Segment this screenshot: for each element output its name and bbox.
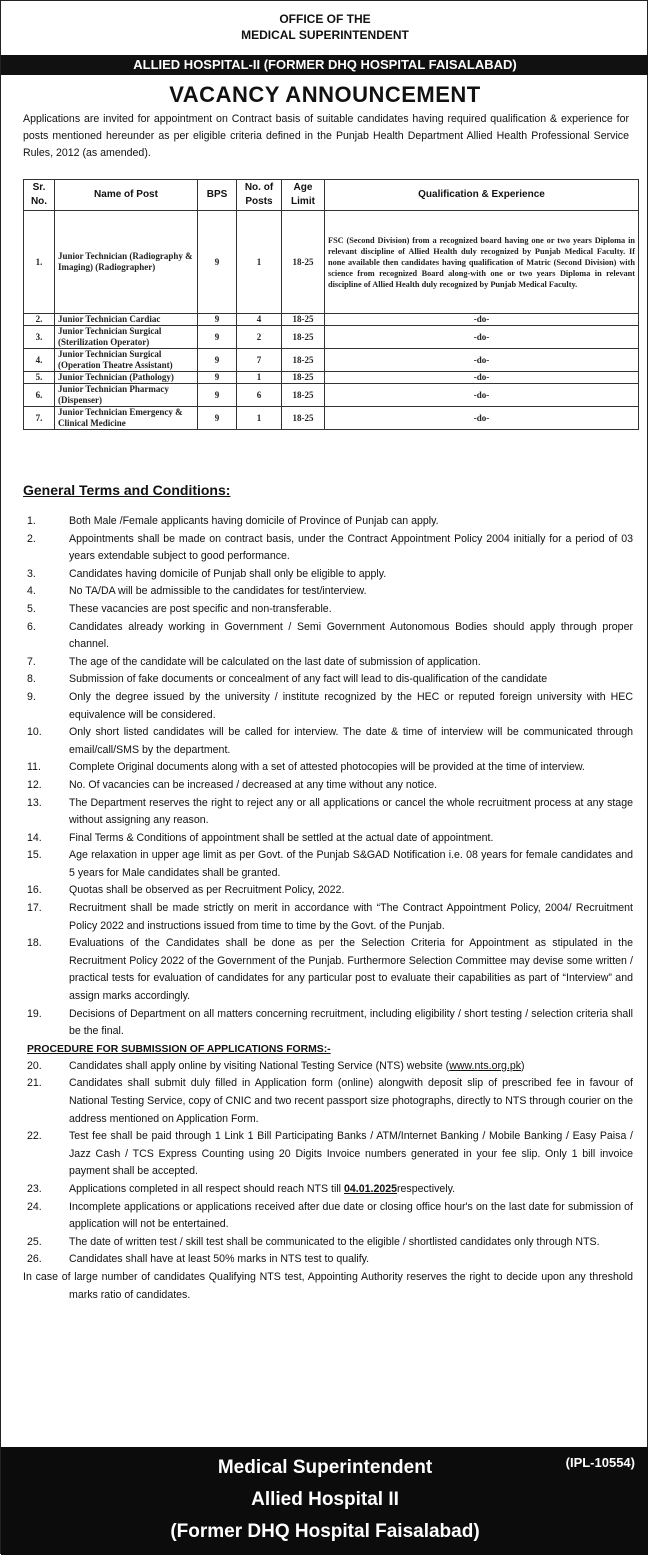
list-item bbox=[23, 847, 633, 882]
item-number: 21. bbox=[27, 1077, 42, 1090]
list-item bbox=[23, 1075, 633, 1128]
item-number: 23. bbox=[27, 1182, 42, 1195]
item-number: 12. bbox=[27, 778, 42, 791]
list-item bbox=[23, 724, 633, 759]
item-text: Submission of fake documents or concealment of any fact will lead to dis-qualification of the candidate bbox=[69, 673, 548, 686]
cell-posts: 4 bbox=[237, 314, 282, 326]
list-item bbox=[23, 566, 633, 584]
item-number: 17. bbox=[27, 902, 42, 915]
procedure-heading: PROCEDURE FOR SUBMISSION OF APPLICATIONS FORMS:- bbox=[27, 1043, 331, 1055]
list-item bbox=[23, 1128, 633, 1181]
item-text-end: respectively. bbox=[397, 1182, 456, 1195]
list-item bbox=[23, 1058, 633, 1076]
list-item bbox=[23, 759, 633, 777]
item-text: Recruitment shall be made strictly on merit in accordance with “The Contract Appointment Policy, 2004/ Recruitment Policy 2022 and instructions issued from time to time by the Govt. of the Punjab. bbox=[69, 902, 633, 932]
cell-sr: 6. bbox=[24, 384, 55, 407]
item-text: Candidates shall submit duly filled in Application form (online) alongwith deposit slip of prescribed fee in favour of National Testing Service, copy of CNIC and two recent passport size photographs, directly to NTS through courier on the address mentioned on Application Form. bbox=[69, 1077, 633, 1125]
cell-age: 18-25 bbox=[282, 384, 325, 407]
signatory-hospital: Allied Hospital II bbox=[251, 1489, 399, 1510]
item-number: 1. bbox=[27, 515, 36, 527]
item-text: Appointments shall be made on contract basis, under the Contract Appointment Policy 2004 initially for a period of 03 years extendable subject to good performance. bbox=[69, 532, 633, 563]
item-text: Applications completed in all respect should reach NTS till bbox=[69, 1182, 344, 1195]
list-item bbox=[23, 583, 633, 601]
item-number: 7. bbox=[27, 655, 36, 668]
item-number: 9. bbox=[27, 690, 36, 703]
item-text: Candidates shall apply online by visiting National Testing Service (NTS) website ( bbox=[69, 1059, 450, 1072]
item-text: These vacancies are post specific and non-transferable. bbox=[69, 602, 332, 615]
signatory-former-name: (Former DHQ Hospital Faisalabad) bbox=[170, 1521, 480, 1542]
cell-posts: 7 bbox=[237, 349, 282, 372]
signatory-title: Medical Superintendent bbox=[217, 1457, 433, 1478]
terms-list bbox=[23, 513, 633, 1304]
cell-age: 18-25 bbox=[282, 372, 325, 384]
item-number: 6. bbox=[27, 620, 36, 633]
item-number: 24. bbox=[27, 1200, 42, 1213]
item-text: No. Of vacancies can be increased / decreased at any time without any notice. bbox=[69, 778, 438, 791]
col-bps: BPS bbox=[198, 180, 237, 211]
deadline-date: 04.01.2025 bbox=[343, 1182, 398, 1195]
item-number: 19. bbox=[27, 1007, 42, 1020]
cell-post: Junior Technician Surgical (Operation Theatre Assistant) bbox=[55, 349, 198, 372]
cell-age: 18-25 bbox=[282, 326, 325, 349]
cell-age: 18-25 bbox=[282, 407, 325, 430]
item-text: Candidates already working in Government / Semi Government Autonomous Bodies should apply through proper channel. bbox=[69, 620, 633, 651]
cell-qualification: -do- bbox=[325, 407, 639, 430]
item-text: Quotas shall be observed as per Recruitment Policy, 2022. bbox=[69, 884, 345, 897]
col-post: Name of Post bbox=[55, 180, 198, 211]
cell-post: Junior Technician Surgical (Sterilization Operator) bbox=[55, 326, 198, 349]
nts-website-link[interactable]: www.nts.org.pk bbox=[449, 1059, 522, 1072]
item-number: 18. bbox=[27, 937, 42, 950]
cell-age: 18-25 bbox=[282, 314, 325, 326]
cell-sr: 5. bbox=[24, 372, 55, 384]
item-number: 13. bbox=[27, 796, 42, 809]
list-item bbox=[23, 619, 633, 654]
list-item bbox=[23, 513, 633, 531]
item-text: Test fee shall be paid through 1 Link 1 Bill Participating Banks / ATM/Internet Banking / Mobile Banking / Easy Paisa / Jazz Cash / TCS Express Counting using 20 Digits Invoice numbers generated in your fee slip. Only 1 bill invoice payment shall be accepted. bbox=[69, 1130, 633, 1178]
item-text: Both Male /Female applicants having domicile of Province of Punjab can apply. bbox=[69, 515, 439, 527]
cell-posts: 1 bbox=[237, 407, 282, 430]
item-number: 3. bbox=[27, 567, 36, 580]
cell-post: Junior Technician (Radiography & Imaging) (Radiographer) bbox=[55, 211, 198, 314]
office-line: OFFICE OF THE bbox=[279, 12, 371, 26]
cell-qualification: -do- bbox=[325, 349, 639, 372]
table-row bbox=[24, 349, 639, 372]
cell-posts: 6 bbox=[237, 384, 282, 407]
list-item bbox=[23, 935, 633, 1005]
item-number: 16. bbox=[27, 884, 42, 897]
designation-line: MEDICAL SUPERINTENDENT bbox=[241, 28, 409, 42]
cell-bps: 9 bbox=[198, 349, 237, 372]
list-item bbox=[23, 601, 633, 619]
list-item bbox=[23, 1181, 633, 1199]
list-item bbox=[23, 654, 633, 672]
cell-sr: 3. bbox=[24, 326, 55, 349]
item-text: Evaluations of the Candidates shall be done as per the Selection Criteria for Appointment as stipulated in the Recruitment Policy 2022 of the Government of the Punjab. Furthermore Selection Committee may devise some written / practical tests for evaluation of candidates for any particular post to evaluate their capabilities as part of “Interview” and assign marks accordingly. bbox=[69, 937, 633, 1003]
item-text: No TA/DA will be admissible to the candidates for test/interview. bbox=[69, 585, 367, 598]
cell-bps: 9 bbox=[198, 326, 237, 349]
list-item bbox=[23, 1199, 633, 1234]
cell-sr: 1. bbox=[24, 211, 55, 314]
cell-qualification: -do- bbox=[325, 314, 639, 326]
list-item bbox=[23, 1006, 633, 1041]
item-number: 14. bbox=[27, 831, 42, 844]
item-text: Age relaxation in upper age limit as per Govt. of the Punjab S&GAD Notification i.e. 08 years for female candidates and 5 years for Male candidates shall be granted. bbox=[69, 849, 633, 879]
cell-bps: 9 bbox=[198, 314, 237, 326]
item-number: 22. bbox=[27, 1130, 42, 1143]
cell-post: Junior Technician Pharmacy (Dispenser) bbox=[55, 384, 198, 407]
item-text: The age of the candidate will be calculated on the last date of submission of application. bbox=[69, 655, 481, 668]
cell-bps: 9 bbox=[198, 384, 237, 407]
item-text: Final Terms & Conditions of appointment shall be settled at the actual date of appointment. bbox=[69, 831, 494, 844]
item-text: The date of written test / skill test shall be communicated to the eligible / shortlisted candidates only through NTS. bbox=[69, 1235, 600, 1248]
cell-posts: 1 bbox=[237, 372, 282, 384]
item-text-end: ) bbox=[521, 1059, 525, 1072]
item-number: 5. bbox=[27, 602, 36, 615]
cell-qualification: -do- bbox=[325, 372, 639, 384]
cell-post: Junior Technician (Pathology) bbox=[55, 372, 198, 384]
col-age: Age Limit bbox=[282, 180, 325, 211]
cell-post: Junior Technician Cardiac bbox=[55, 314, 198, 326]
cell-qualification: -do- bbox=[325, 326, 639, 349]
item-text: Incomplete applications or applications received after due date or closing office hour's on the last date for submission of application will not be entertained. bbox=[69, 1200, 633, 1231]
intro-paragraph: Applications are invited for appointment on Contract basis of suitable candidates having required qualification & experience for posts mentioned hereunder as per eligible criteria defined in the Punjab Health Department Allied Health Professional Service Rules, 2012 (as amended). bbox=[23, 113, 629, 159]
cell-post: Junior Technician Emergency & Clinical Medicine bbox=[55, 407, 198, 430]
list-item bbox=[23, 671, 633, 689]
list-item bbox=[23, 777, 633, 795]
item-number: 15. bbox=[27, 849, 42, 862]
threshold-note: In case of large number of candidates Qualifying NTS test, Appointing Authority reserves the right to decide upon any threshold marks ratio of candidates. bbox=[23, 1270, 633, 1301]
item-number: 2. bbox=[27, 532, 36, 545]
list-item bbox=[23, 795, 633, 830]
item-number: 4. bbox=[27, 585, 36, 598]
list-item bbox=[23, 689, 633, 724]
cell-bps: 9 bbox=[198, 372, 237, 384]
cell-sr: 7. bbox=[24, 407, 55, 430]
cell-posts: 1 bbox=[237, 211, 282, 314]
item-number: 26. bbox=[27, 1253, 42, 1266]
col-posts: No. of Posts bbox=[237, 180, 282, 211]
footer-signature bbox=[1, 1447, 648, 1555]
terms-heading: General Terms and Conditions: bbox=[23, 482, 231, 498]
item-number: 25. bbox=[27, 1235, 42, 1248]
list-item bbox=[23, 830, 633, 848]
cell-bps: 9 bbox=[198, 407, 237, 430]
item-number: 8. bbox=[27, 673, 36, 686]
cell-qualification: -do- bbox=[325, 384, 639, 407]
cell-sr: 4. bbox=[24, 349, 55, 372]
col-qualification: Qualification & Experience bbox=[325, 180, 639, 211]
list-item bbox=[23, 1251, 633, 1269]
list-item bbox=[23, 900, 633, 935]
cell-bps: 9 bbox=[198, 211, 237, 314]
table-row bbox=[24, 372, 639, 384]
item-text: Only the degree issued by the university / institute recognized by the HEC or reputed foreign university with HEC equivalence will be considered. bbox=[69, 690, 633, 721]
vacancy-table bbox=[23, 179, 639, 430]
item-text: Complete Original documents along with a set of attested photocopies will be provided at the time of interview. bbox=[69, 761, 585, 774]
item-text: Candidates shall have at least 50% marks in NTS test to qualify. bbox=[69, 1253, 370, 1266]
table-header-row bbox=[24, 180, 639, 211]
table-row bbox=[24, 314, 639, 326]
cell-qualification: FSC (Second Division) from a recognized board having one or two years Diploma in relevant discipline of Allied Health duly recognized by Punjab Medical Faculty. If none available then candidates having qualification of Matric (Second Division) with science from recognized Board along-with one or two years Diploma in relevant discipline of Allied Health duly recognized by Punjab Medical Faculty. bbox=[325, 211, 639, 314]
col-sr: Sr. No. bbox=[24, 180, 55, 211]
item-text: Only short listed candidates will be called for interview. The date & time of interview will be communicated through email/call/SMS by the department. bbox=[69, 726, 633, 756]
hospital-band: ALLIED HOSPITAL-II (FORMER DHQ HOSPITAL FAISALABAD) bbox=[1, 55, 648, 75]
item-number: 10. bbox=[27, 726, 42, 739]
cell-sr: 2. bbox=[24, 314, 55, 326]
table-row bbox=[24, 407, 639, 430]
table-row bbox=[24, 211, 639, 314]
table-row bbox=[24, 384, 639, 407]
ipl-number: (IPL-10554) bbox=[565, 1455, 635, 1470]
page-title: VACANCY ANNOUNCEMENT bbox=[169, 82, 481, 107]
item-text: Decisions of Department on all matters concerning recruitment, including eligibility / short testing / selection criteria shall be the final. bbox=[69, 1007, 633, 1038]
cell-posts: 2 bbox=[237, 326, 282, 349]
item-number: 20. bbox=[27, 1059, 42, 1072]
cell-age: 18-25 bbox=[282, 211, 325, 314]
list-item bbox=[23, 1234, 633, 1252]
table-row bbox=[24, 326, 639, 349]
item-number: 11. bbox=[27, 761, 41, 774]
list-item bbox=[23, 531, 633, 566]
list-item bbox=[23, 882, 633, 900]
cell-age: 18-25 bbox=[282, 349, 325, 372]
item-text: The Department reserves the right to reject any or all applications or cancel the whole recruitment process at any stage without assigning any reason. bbox=[69, 796, 633, 827]
item-text: Candidates having domicile of Punjab shall only be eligible to apply. bbox=[69, 567, 387, 580]
